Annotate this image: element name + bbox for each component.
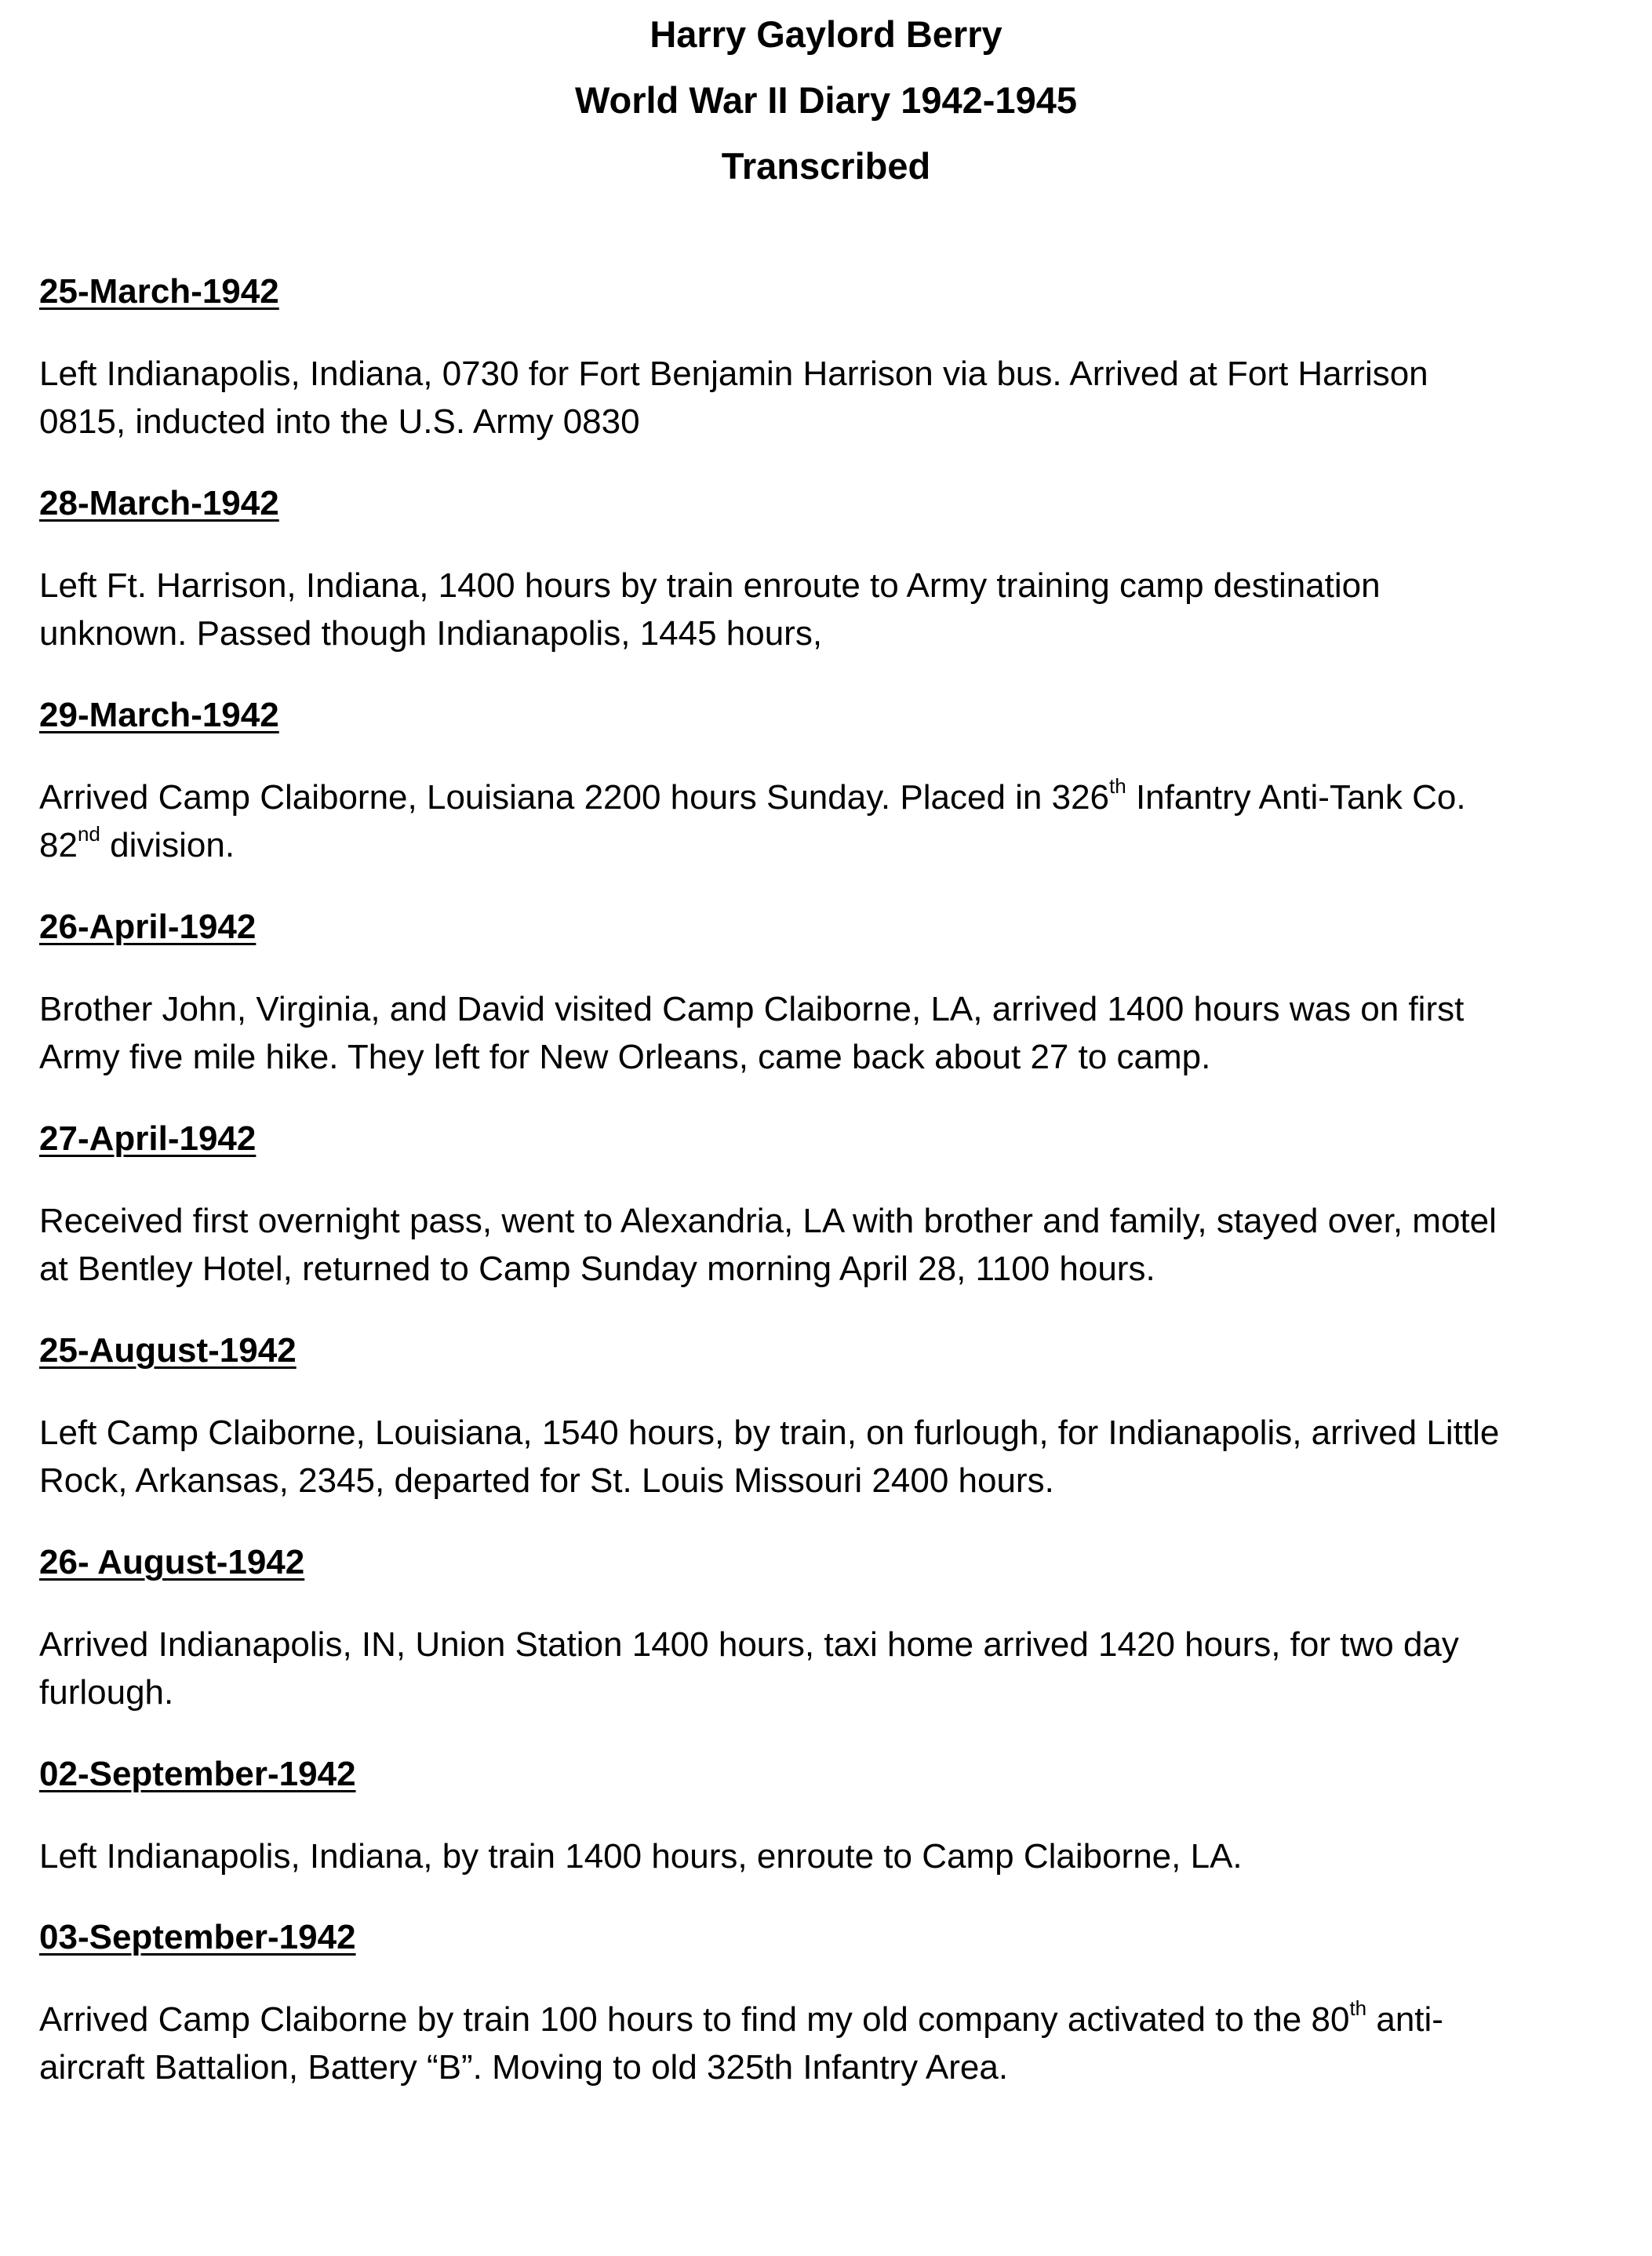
entry-date: 28-March-1942 xyxy=(39,484,279,522)
entry-text-line: Army five mile hike. They left for New Orleans, came back about 27 to camp. xyxy=(39,1038,1211,1076)
entry-date: 25-August-1942 xyxy=(39,1331,297,1370)
entry-text-line: at Bentley Hotel, returned to Camp Sunday morning April 28, 1100 hours. xyxy=(39,1250,1155,1288)
entry-text-line: Arrived Indianapolis, IN, Union Station 1400 hours, taxi home arrived 1420 hours, for two day xyxy=(39,1625,1459,1664)
entry-text-line: Left Indianapolis, Indiana, 0730 for Fort Benjamin Harrison via bus. Arrived at Fort Harrison xyxy=(39,355,1428,393)
entry-text-line: aircraft Battalion, Battery “B”. Moving to old 325th Infantry Area. xyxy=(39,2048,1009,2087)
entry-date: 29-March-1942 xyxy=(39,696,279,734)
entry-date: 27-April-1942 xyxy=(39,1119,257,1158)
entry-date: 25-March-1942 xyxy=(39,272,279,311)
document-label: Transcribed xyxy=(721,145,931,187)
entry-text-line: Received first overnight pass, went to Alexandria, LA with brother and family, stayed over, motel xyxy=(39,1202,1497,1240)
document-subtitle: World War II Diary 1942-1945 xyxy=(574,79,1077,121)
entry-text-line: Left Camp Claiborne, Louisiana, 1540 hours, by train, on furlough, for Indianapolis, arrived Little xyxy=(39,1414,1500,1452)
document-title: Harry Gaylord Berry xyxy=(650,13,1002,55)
entry-date: 02-September-1942 xyxy=(39,1755,356,1793)
entry-date: 03-September-1942 xyxy=(39,1918,356,1956)
entry-date: 26- August-1942 xyxy=(39,1543,305,1581)
entry-date: 26-April-1942 xyxy=(39,908,257,946)
entry-text-line: Left Ft. Harrison, Indiana, 1400 hours by train enroute to Army training camp destination xyxy=(39,566,1381,605)
entry-text-line: 0815, inducted into the U.S. Army 0830 xyxy=(39,402,640,441)
entry-text-line: Arrived Camp Claiborne by train 100 hours to find my old company activated to the 80th anti- xyxy=(39,1996,1443,2039)
entry-text-line: furlough. xyxy=(39,1673,174,1712)
entry-text-line: Arrived Camp Claiborne, Louisiana 2200 hours Sunday. Placed in 326th Infantry Anti-Tank Co. xyxy=(39,774,1466,817)
entry-text-line: unknown. Passed though Indianapolis, 1445 hours, xyxy=(39,614,823,653)
entry-text-line: Brother John, Virginia, and David visited Camp Claiborne, LA, arrived 1400 hours was on first xyxy=(39,990,1465,1028)
entry-text-line: 82nd division. xyxy=(39,822,235,864)
entry-text-line: Left Indianapolis, Indiana, by train 1400 hours, enroute to Camp Claiborne, LA. xyxy=(39,1837,1243,1876)
entry-text-line: Rock, Arkansas, 2345, departed for St. Louis Missouri 2400 hours. xyxy=(39,1461,1054,1500)
